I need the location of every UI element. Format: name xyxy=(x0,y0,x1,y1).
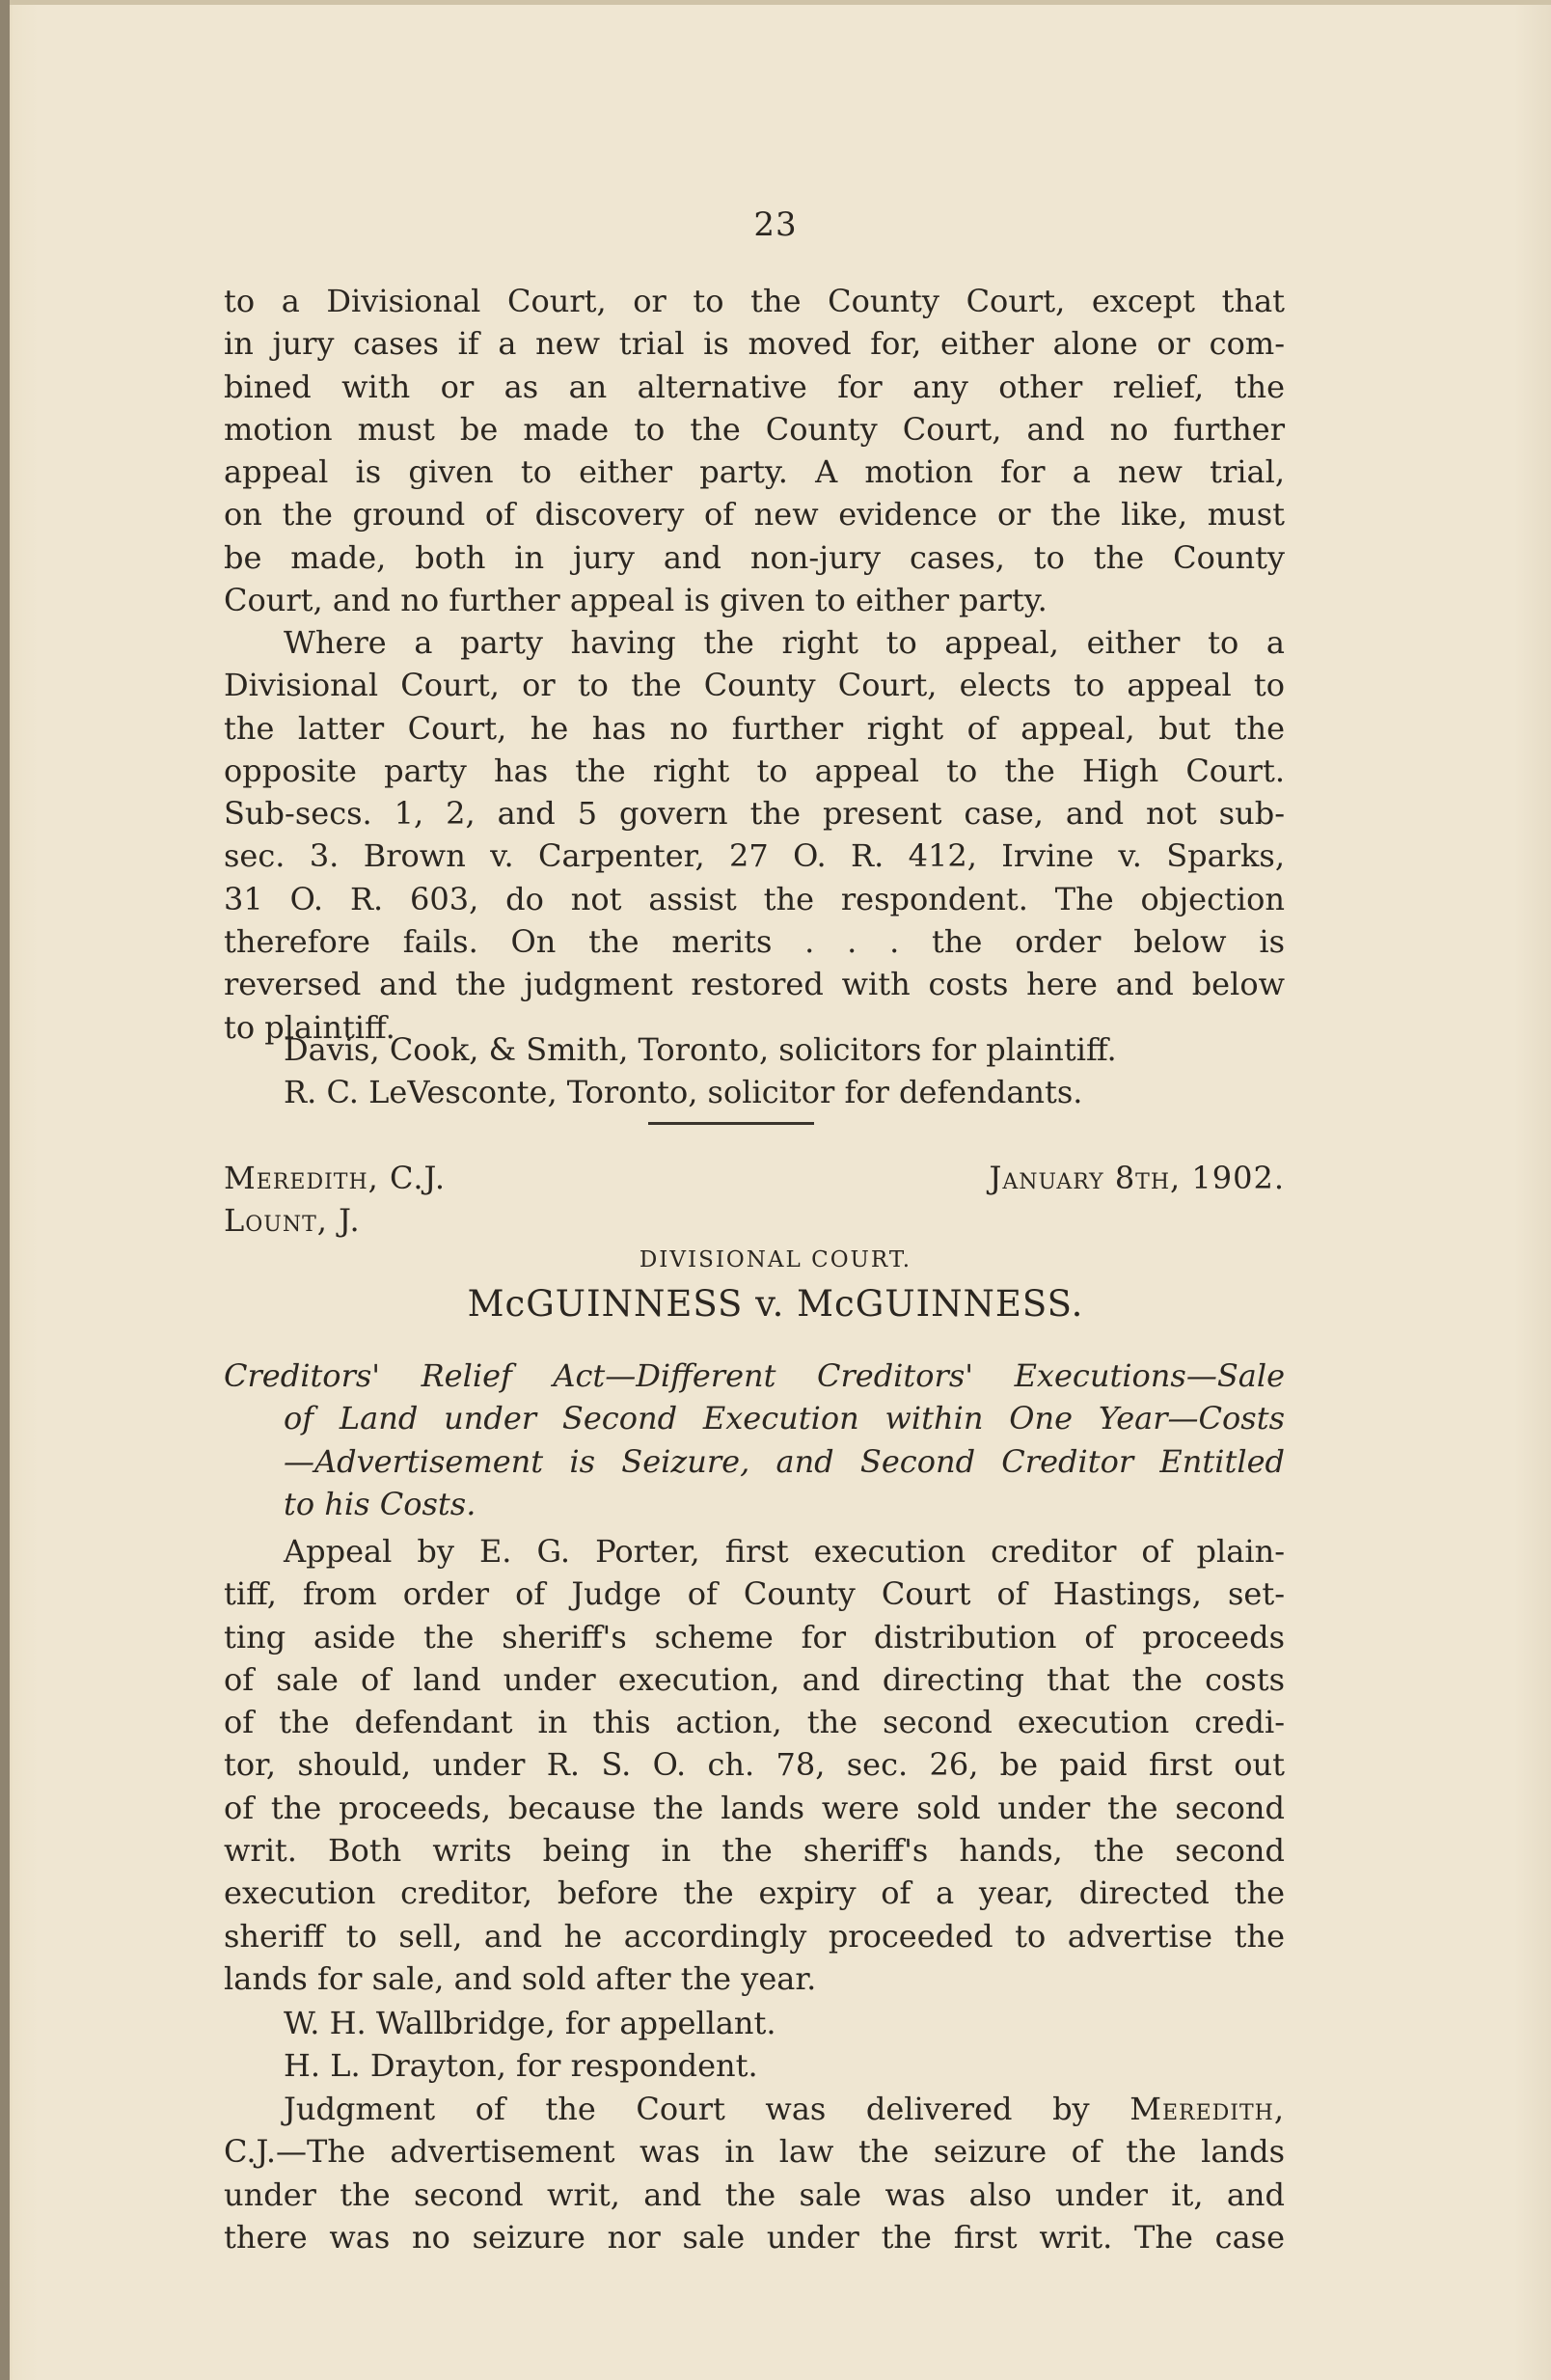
text-line: to plaintiff. xyxy=(224,1008,395,1046)
text-line: in jury cases if a new trial is moved for, either alone or com- xyxy=(224,325,1285,363)
bench xyxy=(224,1157,1285,1243)
text-line: bined with or as an alternative for any other relief, the xyxy=(224,368,1285,405)
text-line: Appeal by E. G. Porter, first execution creditor of plain- xyxy=(284,1533,1285,1570)
counsel-appellant: W. H. Wallbridge, for appellant. xyxy=(284,2005,776,2041)
counsel xyxy=(224,2002,1285,2088)
text-line: 31 O. R. 603, do not assist the respondent. The objection xyxy=(224,880,1285,917)
case-title: McGUINNESS v. McGUINNESS. xyxy=(467,1283,1084,1325)
text-line: sheriff to sell, and he accordingly proceeded to advertise the xyxy=(224,1917,1285,1955)
text-line: Court, and no further appeal is given to either party. xyxy=(224,582,1048,619)
page-number: 23 xyxy=(753,205,798,244)
text-line: execution creditor, before the expiry of a year, directed the xyxy=(224,1874,1285,1912)
solicitor-defendants: R. C. LeVesconte, Toronto, solicitor for defendants. xyxy=(284,1074,1083,1111)
text-line: therefore fails. On the merits . . . the order below is xyxy=(224,923,1285,961)
page-top-edge xyxy=(0,0,1551,5)
text-line: Sub-secs. 1, 2, and 5 govern the present case, and not sub- xyxy=(224,795,1285,833)
text-line: tiff, from order of Judge of County Court of Hastings, set- xyxy=(224,1575,1285,1613)
solicitor-plaintiff: Davis, Cook, & Smith, Toronto, solicitors for plaintiff. xyxy=(284,1031,1117,1068)
text-line: of the defendant in this action, the second execution credi- xyxy=(224,1704,1285,1741)
text-line: motion must be made to the County Court, and no further xyxy=(224,410,1285,448)
text-line: ting aside the sheriff's scheme for distribution of proceeds xyxy=(224,1618,1285,1655)
text-line: tor, should, under R. S. O. ch. 78, sec. 26, be paid first out xyxy=(224,1746,1285,1784)
headnote-line: of Land under Second Execution within One Year—Costs xyxy=(284,1400,1285,1437)
headnote-line: to his Costs. xyxy=(284,1485,476,1522)
headnote xyxy=(224,1354,1285,1525)
text-line: appeal is given to either party. A motion for a new trial, xyxy=(224,453,1285,491)
text-line: under the second writ, and the sale was also under it, and xyxy=(224,2175,1285,2213)
decision-date: January 8th, 1902. xyxy=(989,1160,1285,1196)
text-line: Divisional Court, or to the County Court, elects to appeal to xyxy=(224,667,1285,704)
paragraph-continuation xyxy=(224,280,1285,621)
text-line: reversed and the judgment restored with costs here and below xyxy=(224,966,1285,1003)
text-line: Where a party having the right to appeal, either to a xyxy=(284,624,1285,661)
text-line: to a Divisional Court, or to the County Court, except that xyxy=(224,283,1285,319)
paragraph-objection xyxy=(224,621,1285,1049)
counsel-respondent: H. L. Drayton, for respondent. xyxy=(284,2047,758,2085)
judgment-intro: Judgment of the Court was delivered by xyxy=(284,2091,1090,2127)
paragraph-judgment xyxy=(224,2088,1285,2258)
judge-name: Meredith, C.J. xyxy=(224,1160,447,1196)
text-line: there was no seizure nor sale under the first writ. The case xyxy=(224,2218,1285,2256)
text-line xyxy=(224,2088,1285,2130)
judge-name: Meredith, xyxy=(1129,2091,1286,2127)
court-heading: DIVISIONAL COURT. xyxy=(639,1247,912,1272)
judge-name: Lount, J. xyxy=(224,1202,361,1240)
text-line: of the proceeds, because the lands were sold under the second xyxy=(224,1789,1285,1826)
text-line: on the ground of discovery of new evidence or the like, must xyxy=(224,496,1285,533)
solicitors xyxy=(224,1028,1285,1114)
paragraph-appeal xyxy=(224,1530,1285,2000)
section-divider xyxy=(648,1122,814,1125)
headnote-line: Creditors' Relief Act—Different Creditors' Executions—Sale xyxy=(224,1357,1285,1394)
text-line: lands for sale, and sold after the year. xyxy=(224,1959,817,1997)
headnote-line: —Advertisement is Seizure, and Second Creditor Entitled xyxy=(284,1442,1285,1480)
text-line: C.J.—The advertisement was in law the seizure of the lands xyxy=(224,2133,1285,2171)
text-line: sec. 3. Brown v. Carpenter, 27 O. R. 412, Irvine v. Sparks, xyxy=(224,837,1285,875)
binding-edge xyxy=(0,0,10,2380)
text-line: of sale of land under execution, and directing that the costs xyxy=(224,1660,1285,1698)
text-line: the latter Court, he has no further right of appeal, but the xyxy=(224,709,1285,747)
text-line: be made, both in jury and non-jury cases, to the County xyxy=(224,538,1285,576)
text-line: opposite party has the right to appeal to the High Court. xyxy=(224,752,1285,789)
text-line: writ. Both writs being in the sheriff's hands, the second xyxy=(224,1832,1285,1870)
